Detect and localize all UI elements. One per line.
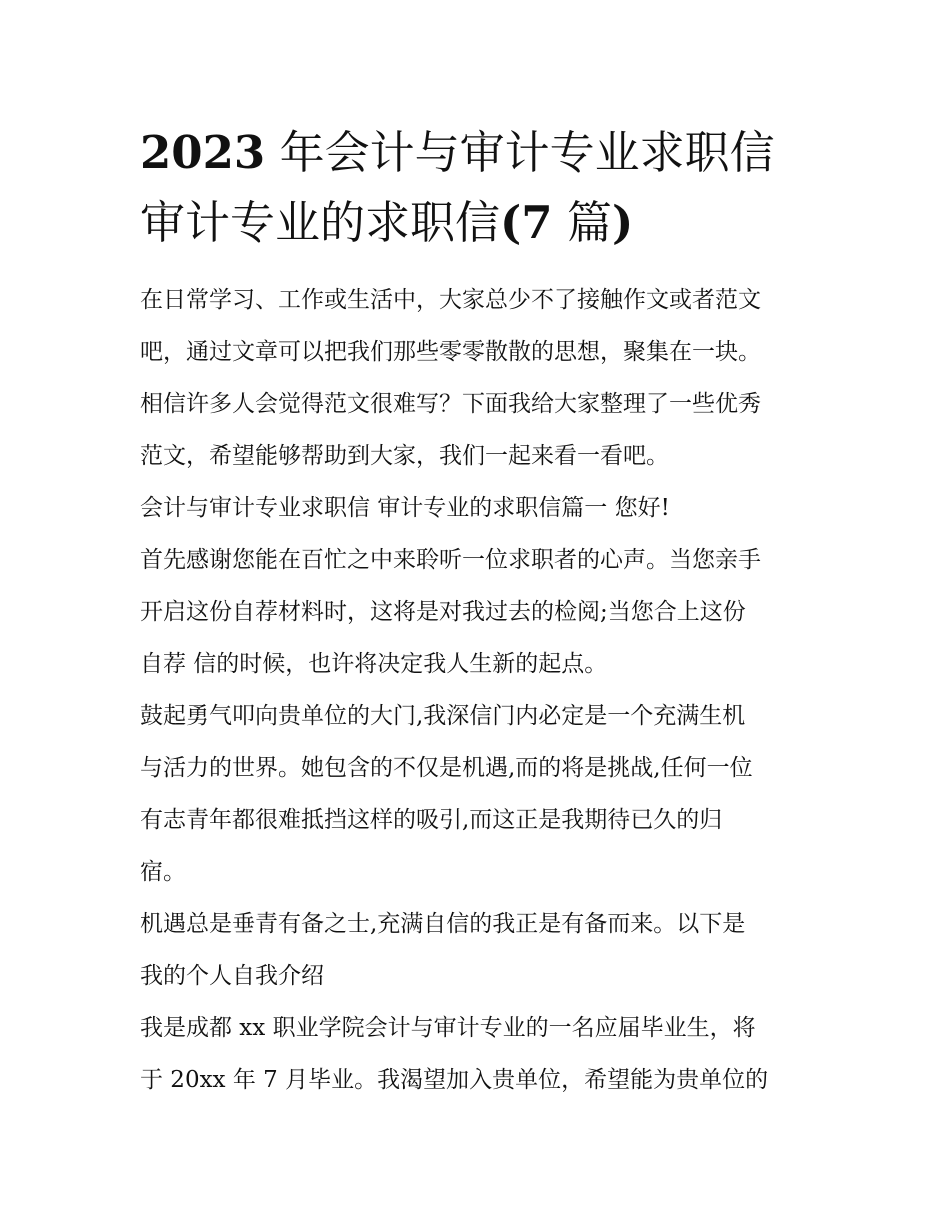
paragraph-self-intro (140, 1002, 830, 1106)
text-line: 机遇总是垂青有备之士,充满自信的我正是有备而来。以下是 (140, 911, 746, 937)
paragraph-heading (140, 482, 830, 534)
text-line: 在日常学习、工作或生活中，大家总少不了接触作文或者范文 (140, 287, 761, 313)
paragraph-greeting (140, 534, 830, 690)
text-line: 自荐 信的时候，也许将决定我人生新的起点。 (140, 651, 608, 677)
text-line: 我是成都 xx 职业学院会计与审计专业的一名应届毕业生，将 (140, 1015, 756, 1041)
text-line: 吧，通过文章可以把我们那些零零散散的思想，聚集在一块。 (140, 339, 761, 365)
text-line: 我的个人自我介绍 (140, 963, 324, 989)
text-line: 会计与审计专业求职信 审计专业的求职信篇一 您好! (140, 495, 670, 521)
text-line: 与活力的世界。她包含的不仅是机遇,而的将是挑战,任何一位 (140, 755, 753, 781)
title-line-1 (140, 118, 830, 188)
text-line: 鼓起勇气叩向贵单位的大门,我深信门内必定是一个充满生机 (140, 703, 746, 729)
text-line: 于 20xx 年 7 月毕业。我渴望加入贵单位，希望能为贵单位的 (140, 1067, 769, 1093)
title-year: 2023 (140, 126, 266, 179)
paragraph-intro (140, 274, 830, 482)
text-line: 首先感谢您能在百忙之中来聆听一位求职者的心声。当您亲手 (140, 547, 761, 573)
title-line-1-text: 年会计与审计专业求职信 (279, 126, 775, 179)
paragraph-opportunity (140, 898, 830, 1002)
document-title (140, 118, 830, 258)
title-count-unit: 篇 (566, 196, 612, 249)
text-line: 有志青年都很难抵挡这样的吸引,而这正是我期待已久的归 (140, 807, 723, 833)
title-line-2 (140, 188, 830, 258)
text-line: 相信许多人会觉得范文很难写？下面我给大家整理了一些优秀 (140, 391, 761, 417)
title-line-2-text: 审计专业的求职信 (140, 196, 501, 249)
text-line: 宿。 (140, 859, 186, 885)
document-body (140, 274, 830, 1106)
text-line: 开启这份自荐材料时，这将是对我过去的检阅;当您合上这份 (140, 599, 746, 625)
paragraph-courage (140, 690, 830, 898)
title-count-close: ) (611, 196, 634, 249)
title-count-open: (7 (500, 196, 553, 249)
text-line: 范文，希望能够帮助到大家，我们一起来看一看吧。 (140, 443, 669, 469)
